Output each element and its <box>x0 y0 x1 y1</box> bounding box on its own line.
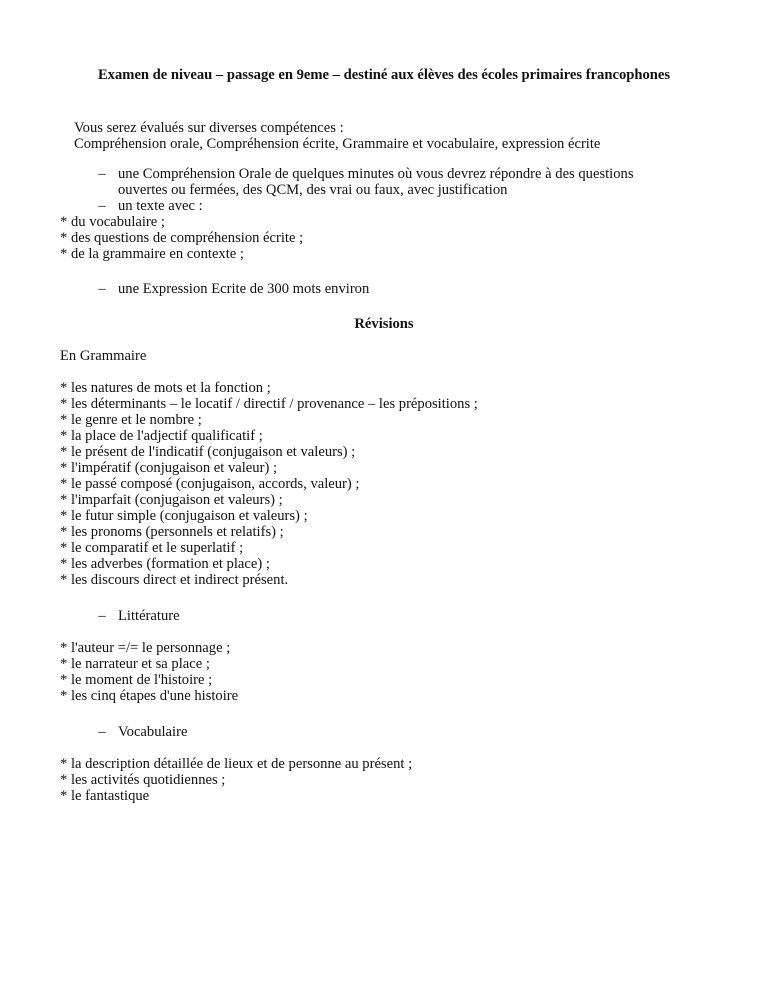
dash-bullet: – <box>98 198 106 214</box>
grammar-item: * le genre et le nombre ; <box>60 412 202 428</box>
grammar-item: * le comparatif et le superlatif ; <box>60 540 244 556</box>
vocabulary-item: * les activités quotidiennes ; <box>60 772 226 788</box>
text-item: un texte avec : <box>118 198 203 214</box>
oral-comprehension-line-2: ouvertes ou fermées, des QCM, des vrai ou faux, avec justification <box>118 182 508 198</box>
literature-item: * l'auteur =/= le personnage ; <box>60 640 231 656</box>
dash-bullet: – <box>98 281 106 297</box>
grammar-item: * le futur simple (conjugaison et valeurs) ; <box>60 508 308 524</box>
literature-item: * le moment de l'histoire ; <box>60 672 213 688</box>
grammar-heading: En Grammaire <box>60 348 147 364</box>
vocabulary-item: * la description détaillée de lieux et de personne au présent ; <box>60 756 413 772</box>
grammar-item: * les adverbes (formation et place) ; <box>60 556 270 572</box>
dash-bullet: – <box>98 608 106 624</box>
text-sub-item: * des questions de compréhension écrite ; <box>60 230 304 246</box>
text-sub-item: * du vocabulaire ; <box>60 214 165 230</box>
dash-bullet: – <box>98 724 106 740</box>
literature-heading: Littérature <box>118 608 180 624</box>
grammar-item: * l'imparfait (conjugaison et valeurs) ; <box>60 492 283 508</box>
grammar-item: * les déterminants – le locatif / directif / provenance – les prépositions ; <box>60 396 478 412</box>
vocabulary-heading: Vocabulaire <box>118 724 188 740</box>
grammar-item: * le passé composé (conjugaison, accords, valeur) ; <box>60 476 360 492</box>
oral-comprehension-line-1: une Compréhension Orale de quelques minutes où vous devrez répondre à des questions <box>118 166 634 182</box>
grammar-item: * les natures de mots et la fonction ; <box>60 380 271 396</box>
grammar-item: * les discours direct et indirect présent. <box>60 572 289 588</box>
grammar-item: * la place de l'adjectif qualificatif ; <box>60 428 263 444</box>
text-sub-item: * de la grammaire en contexte ; <box>60 246 244 262</box>
dash-bullet: – <box>98 166 106 182</box>
document-title: Examen de niveau – passage en 9eme – destiné aux élèves des écoles primaires francophones <box>97 67 671 83</box>
vocabulary-item: * le fantastique <box>60 788 150 804</box>
grammar-item: * l'impératif (conjugaison et valeur) ; <box>60 460 278 476</box>
literature-item: * les cinq étapes d'une histoire <box>60 688 239 704</box>
written-expression-item: une Expression Ecrite de 300 mots environ <box>118 281 370 297</box>
intro-line-2: Compréhension orale, Compréhension écrite, Grammaire et vocabulaire, expression écrite <box>74 136 601 152</box>
revisions-heading: Révisions <box>354 316 414 332</box>
literature-item: * le narrateur et sa place ; <box>60 656 210 672</box>
intro-line-1: Vous serez évalués sur diverses compétences : <box>74 120 344 136</box>
grammar-item: * les pronoms (personnels et relatifs) ; <box>60 524 284 540</box>
grammar-item: * le présent de l'indicatif (conjugaison et valeurs) ; <box>60 444 356 460</box>
